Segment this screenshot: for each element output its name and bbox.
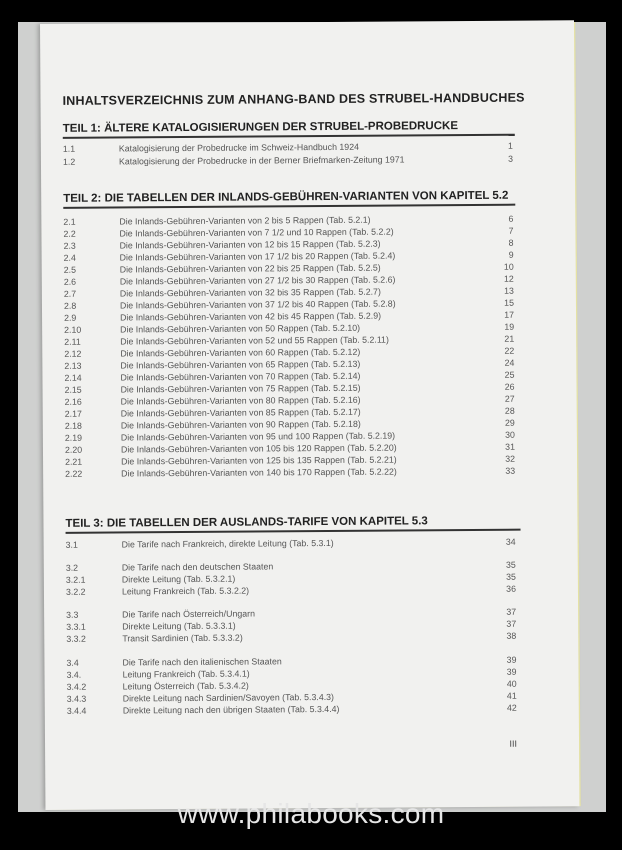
entry-page: 32 bbox=[505, 453, 516, 464]
entry-page: 40 bbox=[506, 678, 517, 689]
entry-title: Die Inlands-Gebühren-Varianten von 2 bis 5 Rappen (Tab. 5.2.1) bbox=[119, 214, 371, 227]
entry-page: 27 bbox=[504, 393, 515, 404]
entry-number: 2.8 bbox=[63, 300, 77, 311]
entry-title: Die Inlands-Gebühren-Varianten von 60 Rappen (Tab. 5.2.12) bbox=[120, 346, 361, 359]
entry-title: Die Inlands-Gebühren-Varianten von 95 und 100 Rappen (Tab. 5.2.19) bbox=[120, 430, 396, 443]
entry-number: 2.18 bbox=[64, 420, 82, 431]
entry-number: 3.1 bbox=[65, 539, 78, 550]
entry-number: 2.3 bbox=[63, 240, 76, 251]
entry-title: Die Inlands-Gebühren-Varianten von 125 bis 135 Rappen (Tab. 5.2.21) bbox=[121, 454, 397, 467]
toc-entry bbox=[43, 465, 577, 481]
entry-page: 26 bbox=[504, 381, 515, 392]
entry-number: 3.3.2 bbox=[66, 633, 86, 644]
entry-number: 3.4 bbox=[66, 657, 79, 668]
entry-page: 37 bbox=[506, 606, 517, 617]
entry-number: 2.9 bbox=[64, 312, 77, 323]
page-number: III bbox=[509, 738, 518, 749]
part-3-heading: TEIL 3: DIE TABELLEN DER AUSLANDS-TARIFE VON KAPITEL 5.3 bbox=[65, 515, 428, 530]
entry-page: 42 bbox=[506, 702, 517, 713]
document-page bbox=[40, 20, 579, 810]
entry-number: 2.4 bbox=[63, 252, 76, 263]
entry-title: Die Inlands-Gebühren-Varianten von 32 bis 35 Rappen (Tab. 5.2.7) bbox=[119, 286, 381, 299]
entry-page: 38 bbox=[506, 630, 517, 641]
entry-page: 6 bbox=[508, 213, 514, 224]
entry-title: Die Tarife nach Österreich/Ungarn bbox=[122, 608, 255, 620]
entry-title: Die Tarife nach Frankreich, direkte Leitung (Tab. 5.3.1) bbox=[121, 537, 334, 550]
entry-page: 39 bbox=[506, 666, 517, 677]
entry-number: 2.19 bbox=[64, 432, 83, 443]
toc-entry bbox=[44, 583, 578, 599]
entry-title: Die Inlands-Gebühren-Varianten von 42 bis 45 Rappen (Tab. 5.2.9) bbox=[120, 310, 382, 323]
entry-title: Direkte Leitung nach den übrigen Staaten (Tab. 5.3.4.4) bbox=[122, 703, 340, 716]
toc-entry bbox=[41, 153, 575, 169]
entry-number: 2.11 bbox=[64, 336, 81, 347]
entry-number: 2.15 bbox=[64, 384, 82, 395]
entry-title: Die Inlands-Gebühren-Varianten von 37 1/2 bis 40 Rappen (Tab. 5.2.8) bbox=[119, 298, 396, 311]
entry-page: 29 bbox=[504, 417, 515, 428]
entry-number: 3.3 bbox=[66, 609, 79, 620]
entry-number: 2.21 bbox=[65, 456, 83, 467]
entry-page: 39 bbox=[506, 654, 517, 665]
entry-number: 2.13 bbox=[64, 360, 82, 371]
part-1-rule bbox=[63, 134, 515, 139]
entry-number: 2.20 bbox=[64, 444, 83, 455]
entry-page: 17 bbox=[504, 309, 515, 320]
entry-title: Die Inlands-Gebühren-Varianten von 70 Rappen (Tab. 5.2.14) bbox=[120, 370, 361, 383]
entry-page: 9 bbox=[508, 249, 514, 260]
toc-entry bbox=[45, 702, 579, 718]
entry-title: Die Inlands-Gebühren-Varianten von 12 bis 15 Rappen (Tab. 5.2.3) bbox=[119, 238, 381, 251]
document-title: INHALTSVERZEICHNIS ZUM ANHANG-BAND DES STRUBEL-HANDBUCHES bbox=[62, 90, 525, 108]
entry-number: 2.10 bbox=[64, 324, 82, 335]
entry-page: 36 bbox=[506, 583, 516, 594]
entry-title: Die Inlands-Gebühren-Varianten von 105 bis 120 Rappen (Tab. 5.2.20) bbox=[120, 442, 397, 455]
entry-title: Die Inlands-Gebühren-Varianten von 50 Rappen (Tab. 5.2.10) bbox=[120, 322, 361, 335]
entry-number: 2.1 bbox=[63, 216, 76, 227]
entry-page: 7 bbox=[508, 225, 514, 236]
entry-number: 2.12 bbox=[64, 348, 82, 359]
entry-number: 3.2.1 bbox=[65, 574, 86, 585]
entry-page: 15 bbox=[504, 297, 514, 308]
entry-number: 3.2.2 bbox=[65, 586, 86, 597]
entry-title: Leitung Frankreich (Tab. 5.3.4.1) bbox=[122, 668, 250, 680]
entry-page: 8 bbox=[508, 237, 514, 248]
entry-page: 34 bbox=[505, 536, 516, 547]
entry-number: 3.4.2 bbox=[66, 681, 87, 692]
entry-page: 35 bbox=[505, 559, 516, 570]
toc-entry bbox=[44, 536, 578, 552]
entry-title: Leitung Frankreich (Tab. 5.3.2.2) bbox=[121, 585, 250, 597]
entry-number: 1.2 bbox=[62, 156, 76, 167]
website-watermark: www.philabooks.com bbox=[177, 798, 445, 829]
entry-page: 13 bbox=[504, 285, 514, 296]
entry-title: Die Inlands-Gebühren-Varianten von 27 1/2 bis 30 Rappen (Tab. 5.2.6) bbox=[119, 274, 396, 287]
entry-number: 2.2 bbox=[63, 228, 76, 239]
toc-entry bbox=[44, 630, 578, 646]
entry-title: Die Tarife nach den deutschen Staaten bbox=[121, 561, 274, 573]
entry-page: 19 bbox=[504, 321, 515, 332]
entry-number: 3.4. bbox=[66, 669, 82, 680]
entry-number: 2.17 bbox=[64, 408, 82, 419]
entry-page: 10 bbox=[503, 261, 514, 272]
entry-title: Katalogisierung der Probedrucke in der Berner Briefmarken-Zeitung 1971 bbox=[118, 154, 405, 167]
entry-number: 3.4.3 bbox=[66, 693, 87, 704]
entry-number: 3.4.4 bbox=[66, 705, 87, 716]
entry-title: Leitung Österreich (Tab. 5.3.4.2) bbox=[122, 680, 249, 692]
entry-title: Direkte Leitung (Tab. 5.3.3.1) bbox=[122, 620, 236, 632]
entry-number: 2.7 bbox=[63, 288, 77, 299]
entry-title: Die Inlands-Gebühren-Varianten von 80 Rappen (Tab. 5.2.16) bbox=[120, 394, 361, 407]
entry-number: 1.1 bbox=[62, 143, 76, 154]
entry-title: Die Inlands-Gebühren-Varianten von 85 Rappen (Tab. 5.2.17) bbox=[120, 406, 361, 419]
entry-title: Die Inlands-Gebühren-Varianten von 17 1/2 bis 20 Rappen (Tab. 5.2.4) bbox=[119, 250, 396, 263]
entry-page: 30 bbox=[505, 429, 515, 440]
entry-page: 22 bbox=[504, 345, 515, 356]
entry-number: 2.14 bbox=[64, 372, 82, 383]
part-1-heading: TEIL 1: ÄLTERE KATALOGISIERUNGEN DER STRUBEL-PROBEDRUCKE bbox=[62, 120, 459, 135]
entry-title: Transit Sardinien (Tab. 5.3.3.2) bbox=[122, 632, 243, 644]
entry-page: 31 bbox=[505, 441, 515, 452]
entry-number: 2.6 bbox=[63, 276, 77, 287]
entry-title: Die Inlands-Gebühren-Varianten von 22 bis 25 Rappen (Tab. 5.2.5) bbox=[119, 262, 381, 275]
entry-page: 33 bbox=[505, 465, 516, 476]
entry-page: 25 bbox=[504, 369, 515, 380]
entry-title: Die Inlands-Gebühren-Varianten von 65 Rappen (Tab. 5.2.13) bbox=[120, 358, 361, 371]
entry-number: 3.3.1 bbox=[66, 621, 86, 632]
entry-page: 37 bbox=[506, 618, 517, 629]
entry-title: Die Inlands-Gebühren-Varianten von 140 bis 170 Rappen (Tab. 5.2.22) bbox=[121, 466, 397, 479]
entry-number: 3.2 bbox=[65, 562, 79, 573]
entry-title: Direkte Leitung (Tab. 5.3.2.1) bbox=[121, 573, 236, 585]
entry-number: 2.22 bbox=[65, 468, 83, 479]
entry-title: Die Inlands-Gebühren-Varianten von 75 Rappen (Tab. 5.2.15) bbox=[120, 382, 361, 395]
entry-page: 12 bbox=[503, 273, 514, 284]
entry-title: Die Inlands-Gebühren-Varianten von 7 1/2 und 10 Rappen (Tab. 5.2.2) bbox=[119, 226, 394, 239]
entry-title: Die Inlands-Gebühren-Varianten von 52 und 55 Rappen (Tab. 5.2.11) bbox=[120, 334, 389, 347]
entry-page: 41 bbox=[506, 690, 517, 701]
entry-page: 24 bbox=[504, 357, 515, 368]
part-2-rule bbox=[63, 204, 515, 209]
entry-page: 21 bbox=[504, 333, 515, 344]
entry-page: 35 bbox=[506, 571, 516, 582]
entry-number: 2.16 bbox=[64, 396, 82, 407]
entry-page: 3 bbox=[508, 153, 513, 164]
entry-page: 1 bbox=[507, 140, 513, 151]
entry-title: Die Tarife nach den italienischen Staaten bbox=[122, 656, 282, 668]
entry-title: Die Inlands-Gebühren-Varianten von 90 Rappen (Tab. 5.2.18) bbox=[120, 418, 361, 431]
part-2-heading: TEIL 2: DIE TABELLEN DER INLANDS-GEBÜHREN-VARIANTEN VON KAPITEL 5.2 bbox=[63, 189, 509, 205]
entry-title: Direkte Leitung nach Sardinien/Savoyen (Tab. 5.3.4.3) bbox=[122, 691, 335, 704]
entry-page: 28 bbox=[504, 405, 515, 416]
entry-title: Katalogisierung der Probedrucke im Schweiz-Handbuch 1924 bbox=[118, 141, 360, 154]
entry-number: 2.5 bbox=[63, 264, 76, 275]
